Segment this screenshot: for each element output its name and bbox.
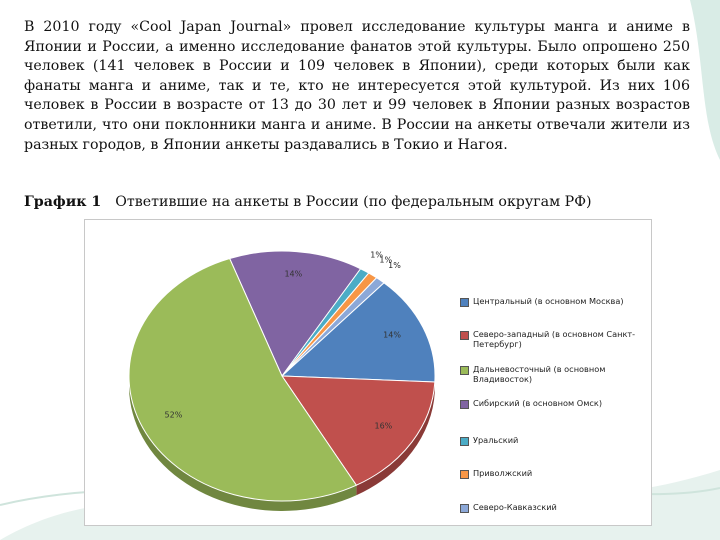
pie-data-label: 1%	[370, 250, 383, 260]
legend-swatch	[460, 470, 469, 479]
chart-caption-label: График 1	[24, 194, 102, 210]
legend-swatch	[460, 504, 469, 513]
legend-swatch	[460, 366, 469, 375]
pie-data-label: 1%	[379, 255, 393, 265]
pie-data-label: 14%	[383, 330, 401, 340]
legend-label: Приволжский	[473, 468, 533, 478]
legend-swatch	[460, 437, 469, 446]
pie-data-label: 52%	[164, 410, 183, 420]
chart-caption-title: Ответившие на анкеты в России (по федеральным округам РФ)	[115, 194, 592, 210]
pie-data-label: 1%	[388, 260, 401, 270]
intro-paragraph: В 2010 году «Cool Japan Journal» провел исследование культуры манга и аниме в Японии и России, а именно исследование фанатов этой культуры. Было опрошено 250 человек (141 человек в России и 109 человек в Японии), среди которых были как фанаты манга и аниме, так и те, кто не интересуется этой культурой. Из них 106 человек в России в возрасте от 13 до 30 лет и 99 человек в Японии разных возрастов ответили, что они поклонники манга и аниме. В России на анкеты отвечали жители из разных городов, в Японии анкеты раздавались в Токио и Нагоя.	[24, 19, 690, 153]
legend-label: Дальневосточный (в основном Владивосток)	[473, 364, 606, 384]
legend-label: Уральский	[473, 435, 519, 445]
legend-label: Северо-западный (в основном Санкт-Петербург)	[473, 329, 636, 349]
pie-data-label: 16%	[374, 421, 393, 431]
legend-label: Центральный (в основном Москва)	[473, 296, 624, 306]
legend-swatch	[460, 298, 469, 307]
legend-swatch	[460, 400, 469, 409]
legend-swatch	[460, 331, 469, 340]
pie-data-label: 14%	[284, 269, 303, 279]
legend-label: Северо-Кавказский	[473, 502, 557, 512]
legend-label: Сибирский (в основном Омск)	[473, 398, 603, 408]
